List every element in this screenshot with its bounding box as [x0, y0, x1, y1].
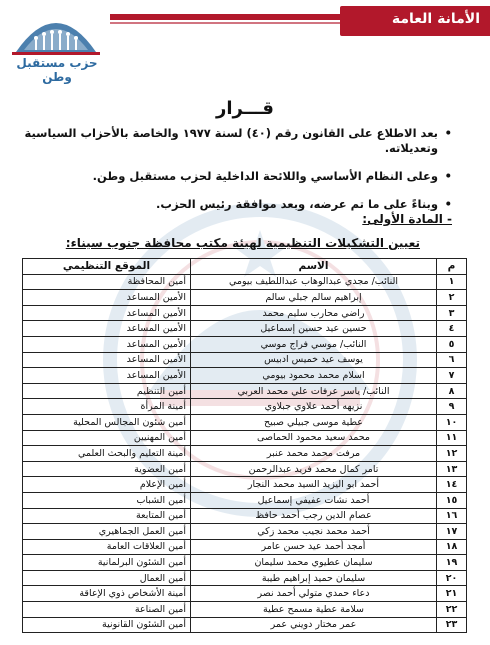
- row-number: ١٥: [437, 492, 467, 508]
- member-position: أمين العمال: [23, 570, 191, 586]
- member-name: النائب/ موسي فراج موسي: [191, 336, 437, 352]
- member-position: الأمين المساعد: [23, 368, 191, 384]
- member-position: أمين العمل الجماهيري: [23, 524, 191, 540]
- member-position: الأمين المساعد: [23, 290, 191, 306]
- row-number: ٧: [437, 368, 467, 384]
- row-number: ١٨: [437, 539, 467, 555]
- table-row: [23, 602, 467, 618]
- member-name: إبراهيم سالم جبلي سالم: [191, 290, 437, 306]
- table-row: [23, 274, 467, 290]
- member-position: أمينة المرأة: [23, 399, 191, 415]
- member-name: عمر مختار دويني عمر: [191, 617, 437, 633]
- column-header-number: م: [437, 259, 467, 275]
- table-row: [23, 336, 467, 352]
- member-position: أمين الصناعة: [23, 602, 191, 618]
- table-row: [23, 446, 467, 462]
- member-name: راضي محارب سليم محمد: [191, 305, 437, 321]
- row-number: ١١: [437, 430, 467, 446]
- member-name: أحمد نشات عفيفي إسماعيل: [191, 492, 437, 508]
- row-number: ١٩: [437, 555, 467, 571]
- party-name: حزب مستقبل وطن: [16, 56, 98, 84]
- member-position: أمين شئون المجالس المحلية: [23, 414, 191, 430]
- table-row: [23, 368, 467, 384]
- row-number: ٤: [437, 321, 467, 337]
- table-header-row: [23, 259, 467, 275]
- table-row: [23, 461, 467, 477]
- row-number: ٢٣: [437, 617, 467, 633]
- member-position: أمين العضوية: [23, 461, 191, 477]
- member-name: أمجد أحمد عيد حسن عامر: [191, 539, 437, 555]
- member-position: أمين الشئون البرلمانية: [23, 555, 191, 571]
- article-heading: - المادة الأولى:: [362, 212, 452, 226]
- table-row: [23, 508, 467, 524]
- member-name: أحمد ابو اليزيد السيد محمد النجار: [191, 477, 437, 493]
- preamble-clauses: [22, 126, 452, 225]
- member-name: يوسف عيد خميس ادبيس: [191, 352, 437, 368]
- clause-item: • وبناءً على ما تم عرضه، وبعد موافقة رئيس الحزب.: [22, 197, 452, 212]
- member-name: حسين عيد حسين إسماعيل: [191, 321, 437, 337]
- column-header-position: الموقع التنظيمي: [23, 259, 191, 275]
- table-row: [23, 399, 467, 415]
- member-position: الأمين المساعد: [23, 336, 191, 352]
- clause-item: • بعد الاطلاع على القانون رقم (٤٠) لسنة ١٩٧٧ والخاصة بالأحزاب السياسية وتعديلاته.: [22, 126, 452, 156]
- member-name: أحمد محمد نجيب محمد زكي: [191, 524, 437, 540]
- member-position: أمين الإعلام: [23, 477, 191, 493]
- row-number: ١٧: [437, 524, 467, 540]
- member-name: تامر كمال محمد فريد عبدالرحمن: [191, 461, 437, 477]
- member-name: عصام الدين رجب أحمد حافظ: [191, 508, 437, 524]
- member-position: أمين المتابعة: [23, 508, 191, 524]
- org-label-band: [340, 6, 490, 36]
- header-rule: [110, 14, 340, 20]
- member-position: أمين الشباب: [23, 492, 191, 508]
- table-row: [23, 570, 467, 586]
- clause-item: • وعلى النظام الأساسي واللائحة الداخلية لحزب مستقبل وطن.: [22, 169, 452, 184]
- column-header-name: الاسم: [191, 259, 437, 275]
- header-rule-thin: [110, 22, 340, 24]
- member-position: الأمين المساعد: [23, 305, 191, 321]
- table-row: [23, 290, 467, 306]
- row-number: ١٠: [437, 414, 467, 430]
- member-position: أمين الشئون القانونية: [23, 617, 191, 633]
- row-number: ١٦: [437, 508, 467, 524]
- row-number: ١٢: [437, 446, 467, 462]
- member-position: أمين المهنيين: [23, 430, 191, 446]
- member-name: مرفت محمد محمد عنبر: [191, 446, 437, 462]
- table-row: [23, 414, 467, 430]
- table-row: [23, 430, 467, 446]
- table-row: [23, 524, 467, 540]
- decision-title: قـــرار: [216, 98, 274, 119]
- row-number: ١: [437, 274, 467, 290]
- table-row: [23, 492, 467, 508]
- row-number: ٨: [437, 383, 467, 399]
- table-caption: تعيين التشكيلات التنظيمية لهيئة مكتب محافظة جنوب سيناء:: [65, 236, 420, 250]
- row-number: ٩: [437, 399, 467, 415]
- row-number: ٣: [437, 305, 467, 321]
- member-position: أمين المحافظة: [23, 274, 191, 290]
- row-number: ٥: [437, 336, 467, 352]
- member-position: أمينة الأشخاص ذوي الإعاقة: [23, 586, 191, 602]
- member-position: أمين العلاقات العامة: [23, 539, 191, 555]
- member-name: سليمان عطيوي محمد سليمان: [191, 555, 437, 571]
- member-name: سلامة عطية مسمح عطية: [191, 602, 437, 618]
- member-name: محمد سعيد محمود الحماصى: [191, 430, 437, 446]
- table-row: [23, 321, 467, 337]
- appointments-table: [22, 258, 467, 633]
- table-row: [23, 555, 467, 571]
- row-number: ٢٢: [437, 602, 467, 618]
- row-number: ٢: [437, 290, 467, 306]
- member-name: سليمان حميد إبراهيم طيبة: [191, 570, 437, 586]
- table-row: [23, 617, 467, 633]
- member-name: نزيهه أحمد علاوي جبلاوي: [191, 399, 437, 415]
- table-row: [23, 477, 467, 493]
- member-position: أمينة التعليم والبحث العلمي: [23, 446, 191, 462]
- row-number: ١٣: [437, 461, 467, 477]
- member-position: أمين التنظيم: [23, 383, 191, 399]
- table-row: [23, 305, 467, 321]
- member-name: عطية موسى جبيلي صبيح: [191, 414, 437, 430]
- member-position: الأمين المساعد: [23, 321, 191, 337]
- table-row: [23, 383, 467, 399]
- member-name: النائب/ ياسر عرفات علي محمد العربي: [191, 383, 437, 399]
- member-name: النائب/ مجدي عبدالوهاب عبداللطيف بيومي: [191, 274, 437, 290]
- member-name: اسلام محمد محمود بيومي: [191, 368, 437, 384]
- row-number: ٢١: [437, 586, 467, 602]
- member-position: الأمين المساعد: [23, 352, 191, 368]
- table-row: [23, 586, 467, 602]
- row-number: ١٤: [437, 477, 467, 493]
- table-row: [23, 539, 467, 555]
- row-number: ٦: [437, 352, 467, 368]
- member-name: دعاء حمدي متولي أحمد نصر: [191, 586, 437, 602]
- org-label: الأمانة العامة: [391, 11, 480, 27]
- row-number: ٢٠: [437, 570, 467, 586]
- table-row: [23, 352, 467, 368]
